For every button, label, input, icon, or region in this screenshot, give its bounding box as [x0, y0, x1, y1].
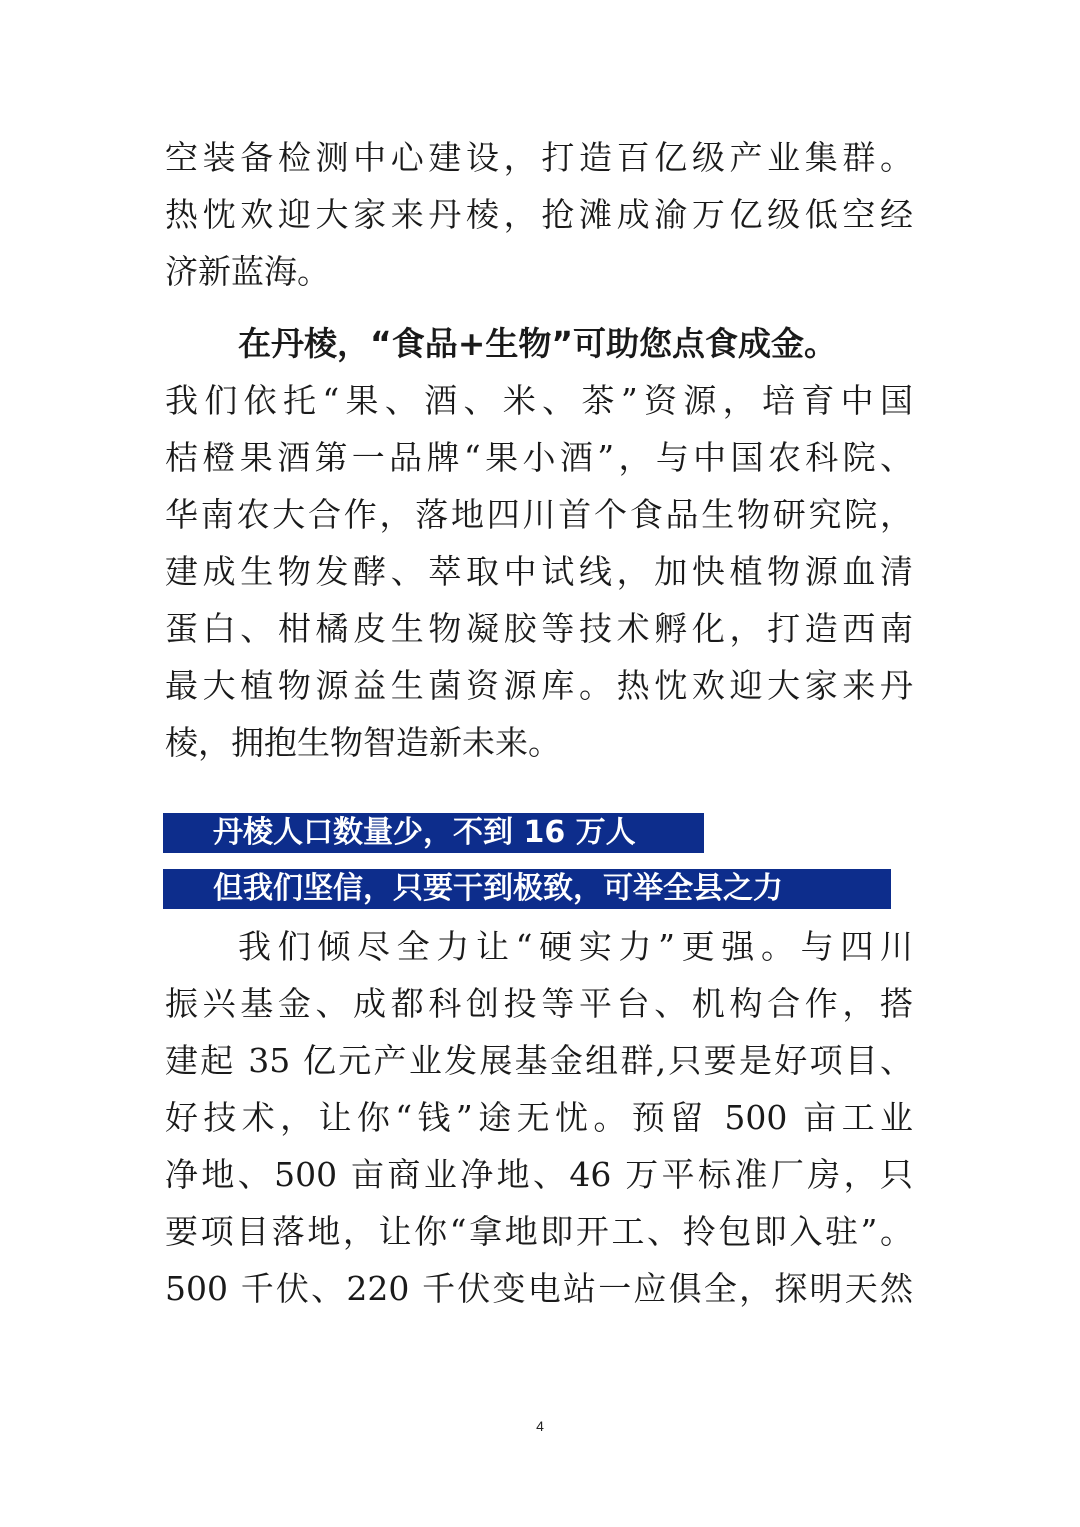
text-line: 净地、500 亩商业净地、46 万平标准厂房，只 — [165, 1155, 913, 1194]
text-line: 济新蓝海。 — [165, 252, 330, 291]
highlight-banner: 丹棱人口数量少，不到 16 万人 — [163, 813, 704, 853]
text-line: 空装备检测中心建设，打造百亿级产业集群。 — [165, 138, 913, 177]
text-line: 建起 35 亿元产业发展基金组群,只要是好项目、 — [165, 1041, 913, 1080]
text-line: 好技术，让你“钱”途无忧。预留 500 亩工业 — [165, 1098, 913, 1137]
text-line: 华南农大合作，落地四川首个食品生物研究院， — [165, 495, 913, 534]
text-line: 蛋白、柑橘皮生物凝胶等技术孵化，打造西南 — [165, 609, 913, 648]
text-line: 桔橙果酒第一品牌“果小酒”，与中国农科院、 — [165, 438, 913, 477]
text-line: 热忱欢迎大家来丹棱，抢滩成渝万亿级低空经 — [165, 195, 913, 234]
text-line: 我们倾尽全力让“硬实力”更强。与四川 — [238, 927, 913, 966]
paragraph-heading: 在丹棱，“食品+生物”可助您点食成金。 — [238, 324, 838, 363]
highlight-banner: 但我们坚信，只要干到极致，可举全县之力 — [163, 869, 891, 909]
text-line: 建成生物发酵、萃取中试线，加快植物源血清 — [165, 552, 913, 591]
page-number: 4 — [536, 1418, 544, 1434]
text-line: 500 千伏、220 千伏变电站一应俱全，探明天然 — [165, 1269, 913, 1308]
text-line: 棱，拥抱生物智造新未来。 — [165, 723, 561, 762]
text-line: 要项目落地，让你“拿地即开工、拎包即入驻”。 — [165, 1212, 913, 1251]
text-line: 最大植物源益生菌资源库。热忱欢迎大家来丹 — [165, 666, 913, 705]
text-line: 振兴基金、成都科创投等平台、机构合作，搭 — [165, 984, 913, 1023]
text-line: 我们依托“果、酒、米、茶”资源，培育中国 — [165, 381, 913, 420]
